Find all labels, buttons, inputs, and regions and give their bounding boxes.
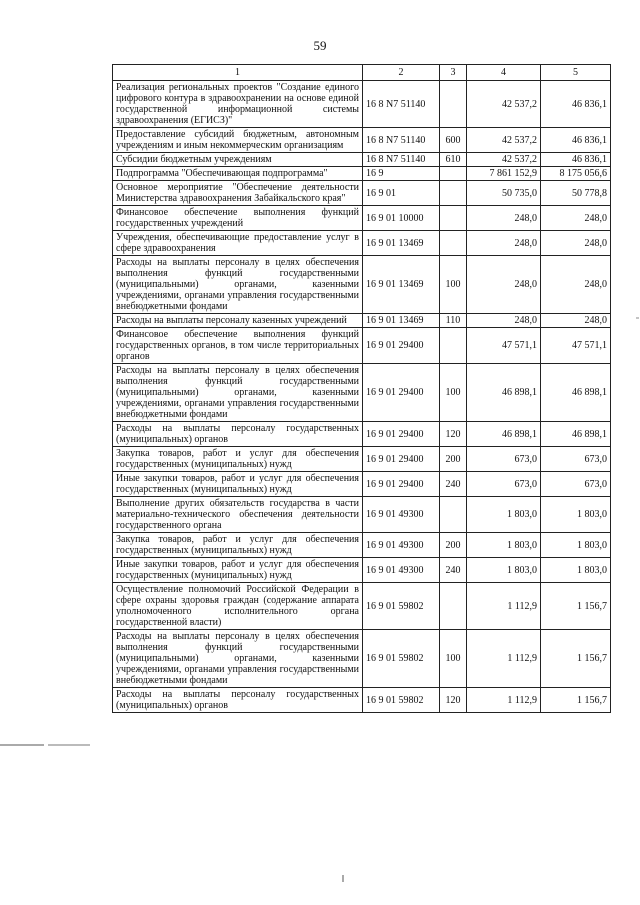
item-name-cell: Расходы на выплаты персоналу казенных учреждений (113, 314, 363, 328)
amount-cell-col4: 7 861 152,9 (467, 167, 541, 181)
expense-type-cell: 240 (440, 558, 467, 583)
amount-cell-col4: 673,0 (467, 472, 541, 497)
amount-cell-col5: 1 803,0 (541, 533, 611, 558)
expense-type-cell (440, 497, 467, 533)
amount-cell-col4: 42 537,2 (467, 128, 541, 153)
item-name-cell: Иные закупки товаров, работ и услуг для обеспечения государственных (муниципальных) нужд (113, 472, 363, 497)
table-row (113, 314, 611, 328)
target-code-cell: 16 9 01 13469 (363, 256, 440, 314)
item-name-cell: Расходы на выплаты персоналу в целях обеспечения выполнения функций государственными (муниципальными) органами, казенными учреждениями, органами управления государственными внебюджетными фондами (113, 256, 363, 314)
item-name-cell: Финансовое обеспечение выполнения функций государственных учреждений (113, 206, 363, 231)
target-code-cell: 16 8 N7 51140 (363, 153, 440, 167)
target-code-cell: 16 9 01 59802 (363, 688, 440, 713)
table-row (113, 688, 611, 713)
amount-cell-col5: 1 803,0 (541, 558, 611, 583)
expense-type-cell: 120 (440, 688, 467, 713)
table-row (113, 472, 611, 497)
amount-cell-col4: 248,0 (467, 314, 541, 328)
expense-type-cell (440, 328, 467, 364)
target-code-cell: 16 8 N7 51140 (363, 81, 440, 128)
page-number: 59 (313, 38, 327, 53)
item-name-cell: Подпрограмма "Обеспечивающая подпрограмма" (113, 167, 363, 181)
column-number: 1 (113, 65, 363, 81)
amount-cell-col5: 46 898,1 (541, 364, 611, 422)
amount-cell-col4: 50 735,0 (467, 181, 541, 206)
target-code-cell: 16 9 01 29400 (363, 422, 440, 447)
expense-type-cell: 100 (440, 630, 467, 688)
amount-cell-col5: 248,0 (541, 314, 611, 328)
column-number: 4 (467, 65, 541, 81)
expense-type-cell: 200 (440, 533, 467, 558)
expense-type-cell: 110 (440, 314, 467, 328)
target-code-cell: 16 9 01 13469 (363, 231, 440, 256)
target-code-cell: 16 9 01 29400 (363, 447, 440, 472)
item-name-cell: Расходы на выплаты персоналу государственных (муниципальных) органов (113, 688, 363, 713)
item-name-cell: Расходы на выплаты персоналу в целях обеспечения выполнения функций государственными (муниципальными) органами, казенными учреждениями, органами управления государственными внебюджетными фондами (113, 630, 363, 688)
item-name-cell: Реализация региональных проектов "Создание единого цифрового контура в здравоохранении на основе единой государственной информационной системы здравоохранения (ЕГИСЗ)" (113, 81, 363, 128)
target-code-cell: 16 9 01 29400 (363, 364, 440, 422)
table-row (113, 422, 611, 447)
table-row (113, 81, 611, 128)
amount-cell-col4: 248,0 (467, 231, 541, 256)
table-row (113, 181, 611, 206)
target-code-cell: 16 9 (363, 167, 440, 181)
table-row (113, 206, 611, 231)
amount-cell-col5: 46 836,1 (541, 81, 611, 128)
item-name-cell: Иные закупки товаров, работ и услуг для обеспечения государственных (муниципальных) нужд (113, 558, 363, 583)
target-code-cell: 16 9 01 49300 (363, 533, 440, 558)
expense-type-cell: 610 (440, 153, 467, 167)
table-row (113, 583, 611, 630)
table-row (113, 256, 611, 314)
table-row (113, 128, 611, 153)
amount-cell-col4: 1 112,9 (467, 688, 541, 713)
budget-table (112, 64, 611, 713)
target-code-cell: 16 9 01 59802 (363, 630, 440, 688)
amount-cell-col5: 8 175 056,6 (541, 167, 611, 181)
item-name-cell: Финансовое обеспечение выполнения функций государственных органов, в том числе территориальных органов (113, 328, 363, 364)
item-name-cell: Учреждения, обеспечивающие предоставление услуг в сфере здравоохранения (113, 231, 363, 256)
target-code-cell: 16 9 01 29400 (363, 328, 440, 364)
target-code-cell: 16 9 01 29400 (363, 472, 440, 497)
amount-cell-col4: 1 112,9 (467, 630, 541, 688)
amount-cell-col4: 1 112,9 (467, 583, 541, 630)
expense-type-cell (440, 81, 467, 128)
expense-type-cell (440, 167, 467, 181)
table-row (113, 630, 611, 688)
amount-cell-col5: 46 898,1 (541, 422, 611, 447)
column-number: 2 (363, 65, 440, 81)
table-row (113, 558, 611, 583)
table-body (113, 81, 611, 713)
expense-type-cell: 100 (440, 256, 467, 314)
amount-cell-col5: 47 571,1 (541, 328, 611, 364)
amount-cell-col4: 47 571,1 (467, 328, 541, 364)
expense-type-cell: 240 (440, 472, 467, 497)
amount-cell-col5: 248,0 (541, 231, 611, 256)
item-name-cell: Основное мероприятие "Обеспечение деятельности Министерства здравоохранения Забайкальского края" (113, 181, 363, 206)
item-name-cell: Закупка товаров, работ и услуг для обеспечения государственных (муниципальных) нужд (113, 447, 363, 472)
amount-cell-col4: 42 537,2 (467, 153, 541, 167)
amount-cell-col4: 1 803,0 (467, 533, 541, 558)
item-name-cell: Выполнение других обязательств государства в части материально-технического обеспечения деятельности государственного органа (113, 497, 363, 533)
item-name-cell: Субсидии бюджетным учреждениям (113, 153, 363, 167)
column-number-row (113, 65, 611, 81)
item-name-cell: Расходы на выплаты персоналу в целях обеспечения выполнения функций государственными (муниципальными) органами, казенными учреждениями, органами управления государственными внебюджетными фондами (113, 364, 363, 422)
target-code-cell: 16 9 01 49300 (363, 558, 440, 583)
amount-cell-col5: 248,0 (541, 256, 611, 314)
expense-type-cell: 120 (440, 422, 467, 447)
amount-cell-col4: 1 803,0 (467, 497, 541, 533)
target-code-cell: 16 9 01 10000 (363, 206, 440, 231)
amount-cell-col4: 248,0 (467, 206, 541, 231)
amount-cell-col5: 46 836,1 (541, 128, 611, 153)
amount-cell-col5: 1 803,0 (541, 497, 611, 533)
item-name-cell: Осуществление полномочий Российской Федерации в сфере охраны здоровья граждан (содержание аппарата уполномоченного исполнительного органа государственной власти) (113, 583, 363, 630)
expense-type-cell: 600 (440, 128, 467, 153)
item-name-cell: Закупка товаров, работ и услуг для обеспечения государственных (муниципальных) нужд (113, 533, 363, 558)
item-name-cell: Расходы на выплаты персоналу государственных (муниципальных) органов (113, 422, 363, 447)
table-row (113, 167, 611, 181)
expense-type-cell (440, 181, 467, 206)
amount-cell-col4: 42 537,2 (467, 81, 541, 128)
target-code-cell: 16 8 N7 51140 (363, 128, 440, 153)
amount-cell-col5: 46 836,1 (541, 153, 611, 167)
table-row (113, 533, 611, 558)
amount-cell-col4: 673,0 (467, 447, 541, 472)
table-row (113, 364, 611, 422)
expense-type-cell (440, 206, 467, 231)
table-row (113, 231, 611, 256)
column-number: 3 (440, 65, 467, 81)
amount-cell-col5: 248,0 (541, 206, 611, 231)
table-row (113, 328, 611, 364)
table-row (113, 497, 611, 533)
target-code-cell: 16 9 01 59802 (363, 583, 440, 630)
amount-cell-col5: 673,0 (541, 447, 611, 472)
item-name-cell: Предоставление субсидий бюджетным, автономным учреждениям и иным некоммерческим организациям (113, 128, 363, 153)
target-code-cell: 16 9 01 (363, 181, 440, 206)
expense-type-cell: 200 (440, 447, 467, 472)
expense-type-cell: 100 (440, 364, 467, 422)
target-code-cell: 16 9 01 49300 (363, 497, 440, 533)
target-code-cell: 16 9 01 13469 (363, 314, 440, 328)
table-row (113, 153, 611, 167)
amount-cell-col4: 46 898,1 (467, 364, 541, 422)
amount-cell-col5: 50 778,8 (541, 181, 611, 206)
amount-cell-col5: 1 156,7 (541, 688, 611, 713)
amount-cell-col5: 1 156,7 (541, 630, 611, 688)
amount-cell-col4: 248,0 (467, 256, 541, 314)
amount-cell-col4: 46 898,1 (467, 422, 541, 447)
amount-cell-col5: 673,0 (541, 472, 611, 497)
expense-type-cell (440, 231, 467, 256)
table-row (113, 447, 611, 472)
column-number: 5 (541, 65, 611, 81)
amount-cell-col5: 1 156,7 (541, 583, 611, 630)
amount-cell-col4: 1 803,0 (467, 558, 541, 583)
expense-type-cell (440, 583, 467, 630)
